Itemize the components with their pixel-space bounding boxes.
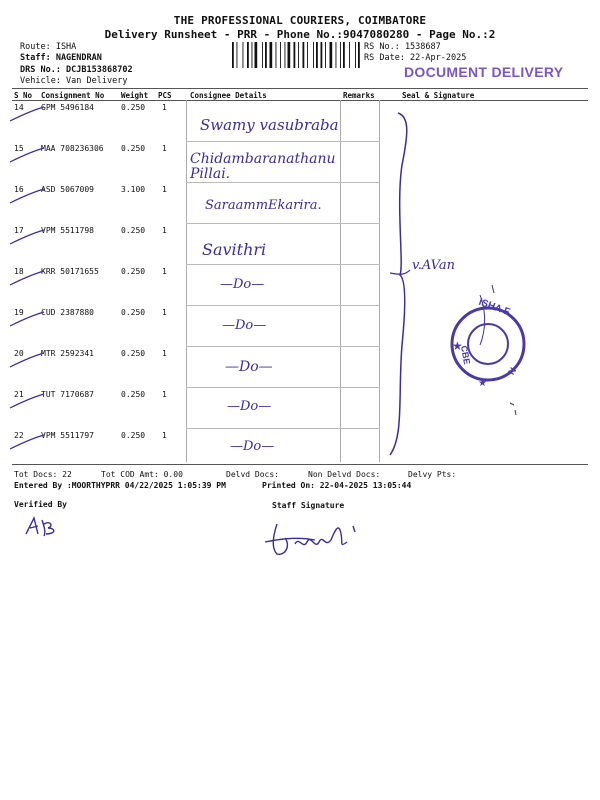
row-weight: 0.250 — [121, 103, 146, 112]
row-weight: 0.250 — [121, 226, 146, 235]
consignee-hw-19: —Do— — [222, 318, 267, 333]
row-sno: 21 — [14, 390, 24, 399]
consignee-hw-18: —Do— — [220, 277, 265, 292]
row-weight: 0.250 — [121, 390, 146, 399]
barcode-bar — [243, 42, 244, 68]
svg-text:★: ★ — [452, 339, 463, 353]
delivered-tick-mark — [8, 392, 46, 412]
barcode-bar — [262, 42, 263, 68]
seal-text-top: ISHA F — [477, 296, 512, 319]
barcode-bar — [307, 42, 308, 68]
row-sno: 17 — [14, 226, 24, 235]
staff: Staff: NAGENDRAN — [20, 53, 102, 63]
row-pcs: 1 — [162, 144, 167, 153]
barcode-bar — [343, 42, 345, 68]
barcode-bar — [285, 42, 286, 68]
seal-signature-hw: v.AVan — [412, 258, 455, 273]
row-pcs: 1 — [162, 308, 167, 317]
vehicle: Vehicle: Van Delivery — [20, 76, 128, 86]
delivered-tick-mark — [8, 105, 46, 125]
seal-text-right: N — [506, 365, 519, 377]
seal-text-left: CBE — [458, 344, 473, 366]
barcode-bar — [358, 42, 360, 68]
barcode-bar — [340, 42, 341, 68]
barcode-bar — [349, 42, 350, 68]
barcode-bar — [252, 42, 253, 68]
row-weight: 0.250 — [121, 308, 146, 317]
footer-rule — [12, 464, 588, 465]
staff-signature-label: Staff Signature — [272, 501, 345, 510]
document-delivery-stamp: DOCUMENT DELIVERY — [404, 64, 564, 80]
route: Route: ISHA — [20, 42, 77, 52]
tot-cod: Tot COD Amt: 0.00 — [101, 470, 183, 479]
delvy-pts: Delvy Pts: — [408, 470, 457, 479]
delivered-tick-mark — [8, 146, 46, 166]
row-pcs: 1 — [162, 431, 167, 440]
row-rule — [186, 387, 380, 388]
delivered-tick-mark — [8, 228, 46, 248]
row-weight: 0.250 — [121, 431, 146, 440]
delivered-tick-mark — [8, 433, 46, 453]
barcode-bar — [294, 42, 296, 68]
row-sno: 14 — [14, 103, 24, 112]
delivered-tick-mark — [8, 310, 46, 330]
barcode-bar — [316, 42, 318, 68]
row-rule — [186, 141, 380, 142]
row-pcs: 1 — [162, 226, 167, 235]
consignee-hw-17: Savithri — [202, 240, 267, 259]
barcode-bar — [330, 42, 333, 68]
svg-text:★: ★ — [478, 378, 487, 389]
delvd-docs: Delvd Docs: — [226, 470, 279, 479]
row-pcs: 1 — [162, 185, 167, 194]
row-rule — [186, 428, 380, 429]
row-sno: 20 — [14, 349, 24, 358]
barcode-bar — [336, 42, 337, 68]
verifier-signature — [22, 512, 72, 540]
row-weight: 0.250 — [121, 267, 146, 276]
col-pcs: PCS — [158, 91, 172, 100]
table-top-rule — [12, 88, 588, 89]
barcode-bar — [237, 42, 238, 68]
row-pcs: 1 — [162, 103, 167, 112]
col-consignment: Consignment No — [41, 91, 105, 100]
table-header-rule — [12, 100, 588, 101]
row-consignment: CUD 2387880 — [41, 308, 94, 317]
barcode-bar — [298, 42, 299, 68]
row-rule — [186, 305, 380, 306]
staff-signature — [255, 512, 375, 562]
printed-on: Printed On: 22-04-2025 13:05:44 — [262, 481, 412, 490]
row-consignment: MTR 2592341 — [41, 349, 94, 358]
barcode-bar — [270, 42, 273, 68]
runsheet-title: Delivery Runsheet - PRR - Phone No.:9047080280 - Page No.:2 — [104, 28, 496, 41]
barcode-bar — [321, 42, 323, 68]
consignee-hw-21: —Do— — [227, 399, 272, 414]
delivered-tick-mark — [8, 351, 46, 371]
barcode — [232, 42, 360, 68]
row-consignment: MAA 708236306 — [41, 144, 104, 153]
row-rule — [186, 223, 380, 224]
row-consignment: GPM 5496184 — [41, 103, 94, 112]
row-pcs: 1 — [162, 390, 167, 399]
barcode-bar — [325, 42, 326, 68]
row-pcs: 1 — [162, 349, 167, 358]
col-sno: S No — [14, 91, 33, 100]
rs-date: RS Date: 22-Apr-2025 — [364, 53, 467, 63]
delivered-tick-mark — [8, 269, 46, 289]
drs-no: DRS No.: DCJB153868702 — [20, 65, 133, 75]
row-consignment: VPM 5511798 — [41, 226, 94, 235]
row-sno: 22 — [14, 431, 24, 440]
row-consignment: TUT 7170687 — [41, 390, 94, 399]
consignee-hw-20: —Do— — [225, 359, 273, 375]
consignee-hw-15: Chidambaranathanu Pillai. — [190, 151, 336, 182]
barcode-bar — [247, 42, 249, 68]
row-rule — [186, 182, 380, 183]
barcode-bar — [280, 42, 281, 68]
row-rule — [186, 346, 380, 347]
row-weight: 3.100 — [121, 185, 146, 194]
barcode-bar — [265, 42, 267, 68]
col-sep-consignee — [186, 100, 187, 462]
col-consignee: Consignee Details — [190, 91, 267, 100]
company-name: THE PROFESSIONAL COURIERS, COIMBATORE — [173, 14, 427, 27]
non-delvd-docs: Non Delvd Docs: — [308, 470, 381, 479]
barcode-bar — [276, 42, 277, 68]
col-weight: Weight — [121, 91, 149, 100]
row-consignment: VPM 5511797 — [41, 431, 94, 440]
row-sno: 15 — [14, 144, 24, 153]
row-weight: 0.250 — [121, 144, 146, 153]
consignee-hw-22: —Do— — [230, 439, 275, 454]
consignee-hw-16: SaraammEkarira. — [205, 198, 322, 213]
tot-docs: Tot Docs: 22 — [14, 470, 72, 479]
barcode-bar — [288, 42, 291, 68]
row-pcs: 1 — [162, 267, 167, 276]
barcode-bar — [232, 42, 234, 68]
barcode-bar — [255, 42, 258, 68]
verified-by-label: Verified By — [14, 500, 67, 509]
barcode-bar — [355, 42, 356, 68]
barcode-bar — [313, 42, 314, 68]
seal-bracket-ink — [380, 105, 600, 465]
delivered-tick-mark — [8, 187, 46, 207]
col-seal: Seal & Signature — [402, 91, 475, 100]
barcode-bar — [303, 42, 305, 68]
row-sno: 18 — [14, 267, 24, 276]
row-consignment: ASD 5067009 — [41, 185, 94, 194]
rs-no: RS No.: 1538687 — [364, 42, 441, 52]
row-sno: 16 — [14, 185, 24, 194]
row-rule — [186, 264, 380, 265]
consignee-hw-14: Swamy vasubraba — [200, 116, 339, 134]
row-consignment: KRR 50171655 — [41, 267, 99, 276]
col-remarks: Remarks — [343, 91, 375, 100]
row-weight: 0.250 — [121, 349, 146, 358]
entered-by: Entered By :MOORTHYPRR 04/22/2025 1:05:39 PM — [14, 481, 226, 490]
row-sno: 19 — [14, 308, 24, 317]
